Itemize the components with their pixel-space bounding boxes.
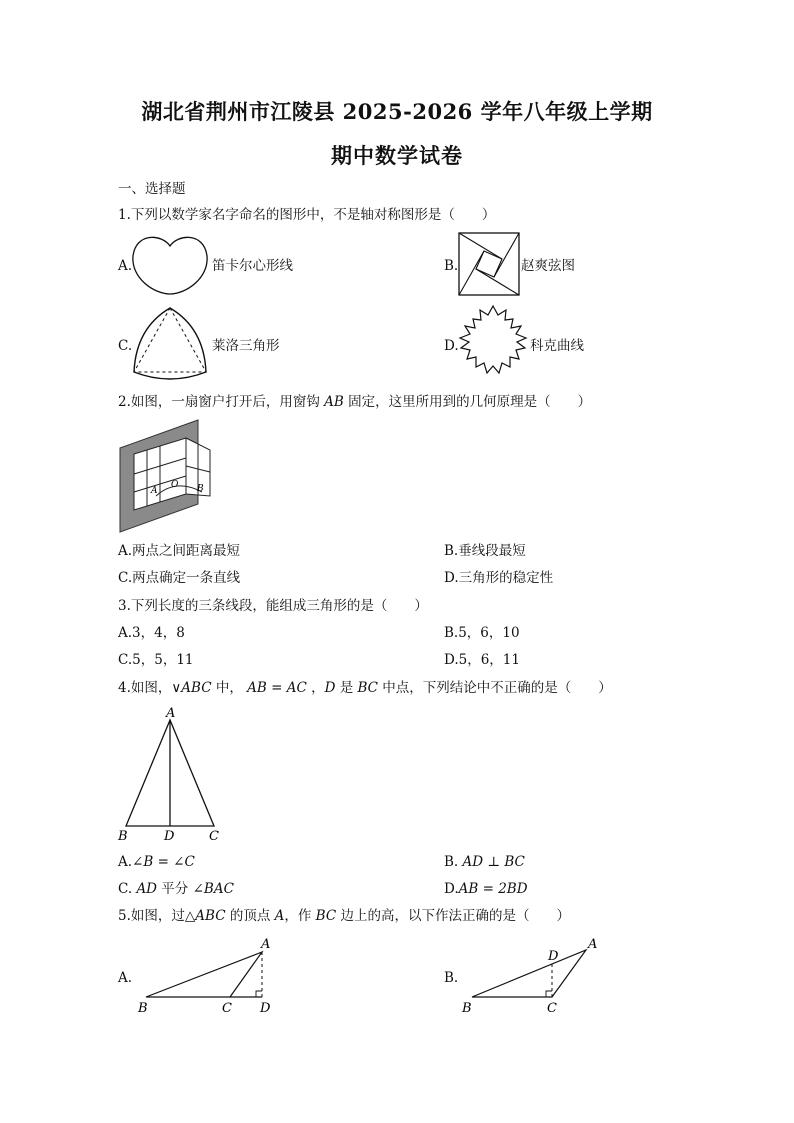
q1-stem: 1.下列以数学家名字命名的图形中，不是轴对称图形是（ ） — [118, 207, 496, 223]
tri-label-c: C — [209, 829, 219, 844]
q1-option-b-letter: B. — [444, 258, 459, 274]
q4-option-c: C. AD 平分 ∠BAC — [118, 881, 234, 897]
cardioid-figure — [128, 232, 212, 296]
window-figure — [118, 418, 214, 534]
q2-option-d: D.三角形的稳定性 — [444, 570, 554, 586]
q5-stem: 5.如图，过△ABC 的顶点 A，作 BC 边上的高，以下作法正确的是（ ） — [118, 908, 570, 924]
q1-option-b-label: 赵爽弦图 — [521, 258, 575, 274]
q5-option-b-letter: B. — [444, 970, 459, 986]
q3-option-c: C.5，5，11 — [118, 652, 194, 668]
window-label-b: B — [197, 484, 204, 494]
q1-option-a-label: 笛卡尔心形线 — [212, 258, 293, 274]
tri-label-a: A — [166, 706, 176, 721]
q3-stem: 3.下列长度的三条线段，能组成三角形的是（ ） — [118, 598, 428, 614]
q5b-label-b: B — [462, 1001, 472, 1016]
q1-option-c-label: 莱洛三角形 — [212, 338, 280, 354]
tri-label-d: D — [164, 829, 175, 844]
q4-option-b: B. AD ⊥ BC — [444, 854, 525, 870]
q5a-label-a: A — [261, 937, 271, 952]
reuleaux-outline — [134, 308, 206, 379]
q3-option-a: A.3，4，8 — [118, 625, 185, 641]
q1-option-d-letter: D. — [444, 338, 459, 354]
q2-option-c: C.两点确定一条直线 — [118, 570, 241, 586]
q4-option-d: D.AB = 2BD — [444, 881, 528, 897]
q2-stem: 2.如图，一扇窗户打开后，用窗钩 AB 固定，这里所用到的几何原理是（ ） — [118, 394, 592, 410]
q1-option-a-letter: A. — [118, 258, 133, 274]
q5a-label-b: B — [138, 1001, 148, 1016]
q2-option-b: B.垂线段最短 — [444, 543, 526, 559]
reuleaux-triangle-figure — [130, 306, 210, 382]
isosceles-triangle-figure — [114, 704, 226, 844]
q5b-label-c: C — [547, 1001, 557, 1016]
window-label-o: O — [171, 480, 179, 490]
q3-option-b: B.5，6，10 — [444, 625, 520, 641]
window-label-a: A — [151, 486, 158, 496]
q3-option-d: D.5，6，11 — [444, 652, 520, 668]
q5-option-a-letter: A. — [118, 970, 133, 986]
koch-curve — [460, 306, 526, 373]
zhao-shuang-figure — [458, 232, 520, 296]
page-subtitle: 期中数学试卷 — [331, 143, 463, 168]
q5b-label-d: D — [548, 949, 559, 964]
q1-option-c-letter: C. — [118, 338, 133, 354]
section-heading: 一、选择题 — [118, 181, 186, 197]
q5a-label-c: C — [222, 1001, 232, 1016]
q4-option-a: A.∠B = ∠C — [118, 854, 195, 870]
tri-label-b: B — [118, 829, 128, 844]
q5b-label-a: A — [588, 937, 598, 952]
q5-figure-a — [134, 934, 284, 1016]
page-title: 湖北省荆州市江陵县 2025-2026 学年八年级上学期 — [141, 99, 653, 124]
cardioid-curve — [133, 237, 207, 294]
koch-snowflake-figure — [456, 304, 530, 382]
q1-option-d-label: 科克曲线 — [530, 338, 584, 354]
q4-stem: 4.如图，∨ABC 中， AB = AC ，D 是 BC 中点，下列结论中不正确的是（ ） — [118, 680, 612, 696]
q2-option-a: A.两点之间距离最短 — [118, 543, 241, 559]
q5-figure-b — [456, 934, 606, 1016]
q5a-label-d: D — [260, 1001, 271, 1016]
